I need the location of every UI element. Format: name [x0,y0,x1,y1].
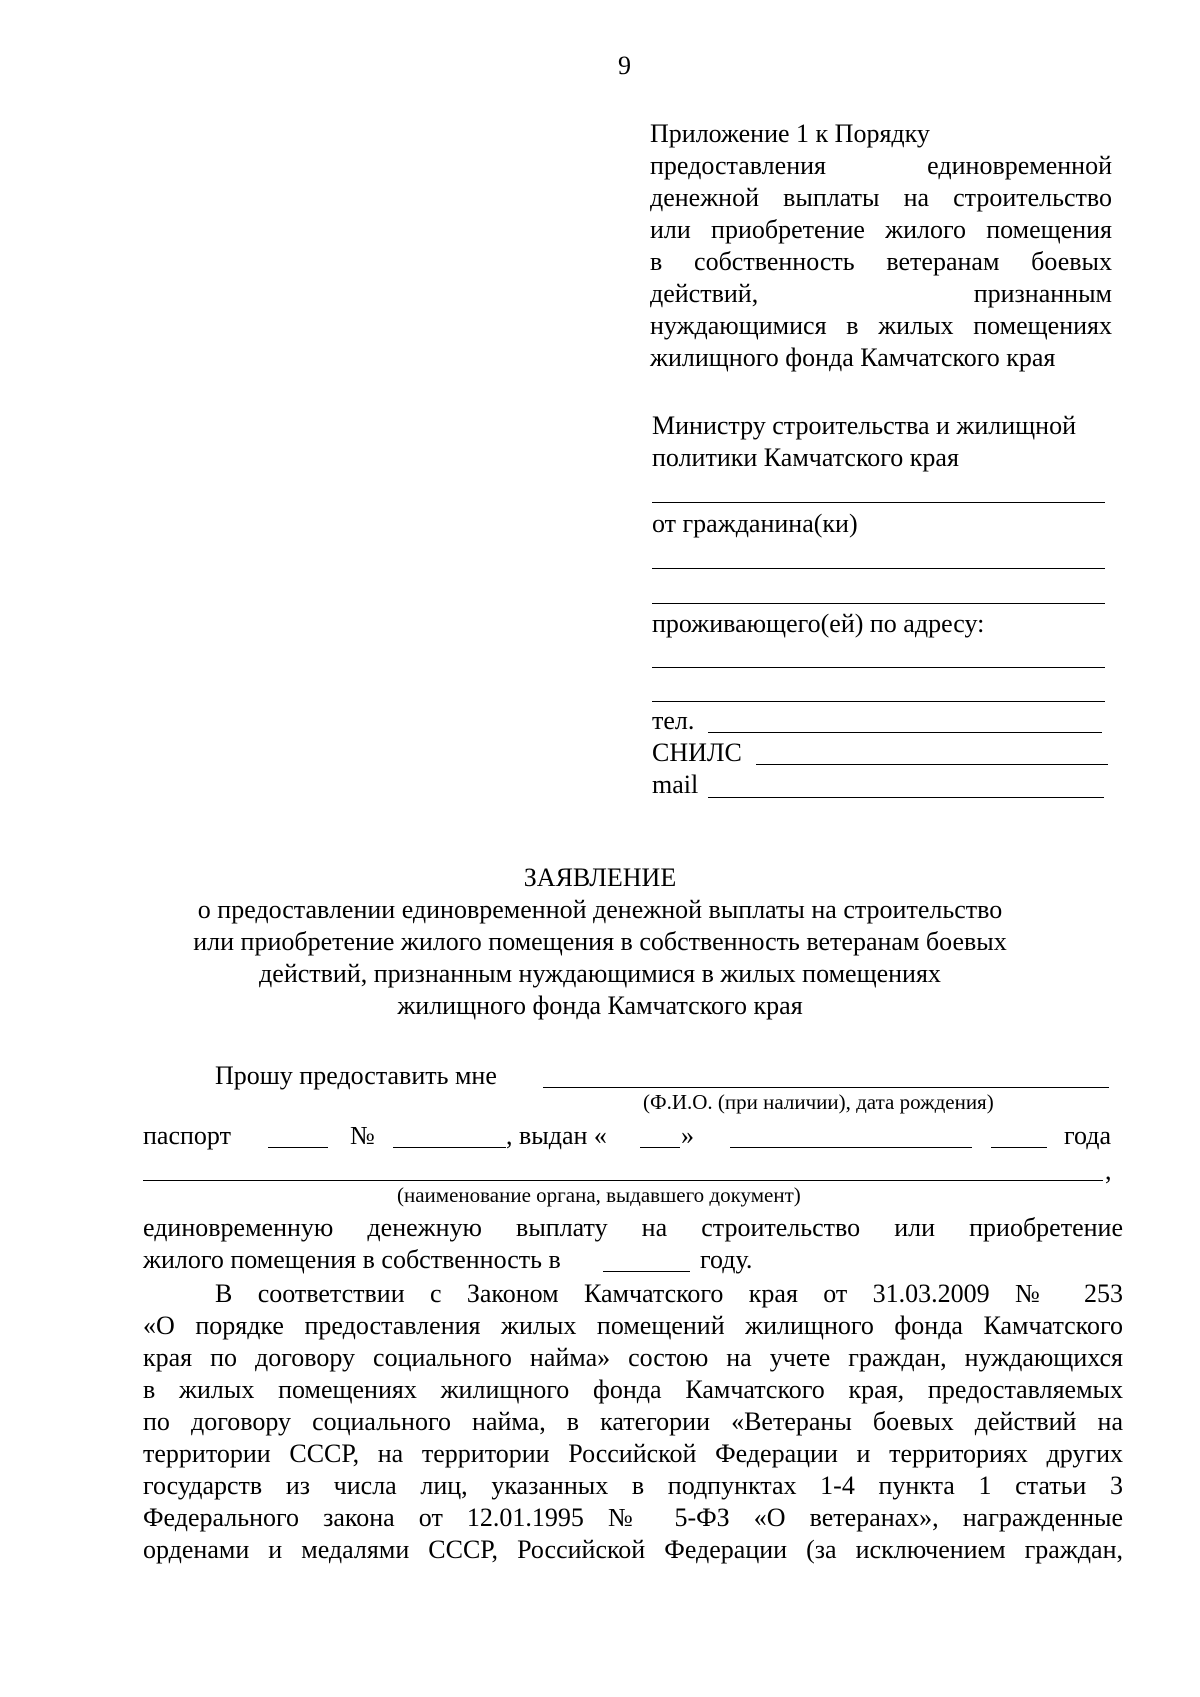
issue-year-line[interactable] [991,1147,1047,1148]
phone-line[interactable] [708,732,1102,733]
address-label: проживающего(ей) по адресу: [652,609,985,638]
issued-label: , выдан « [506,1121,607,1150]
address-line[interactable] [652,667,1105,668]
issuer-caption: (наименование органа, выдавшего документ) [397,1183,801,1207]
addressee-line: Министру строительства и жилищной [652,411,1077,440]
appendix-line: предоставления единовременной [650,151,1112,180]
number-sign: № [350,1121,375,1150]
document-title: ЗАЯВЛЕНИЕ [523,863,677,892]
passport-number-line[interactable] [393,1147,506,1148]
appendix-line: в собственность ветеранам боевых [650,247,1112,276]
phone-label: тел. [652,706,695,735]
snils-line[interactable] [756,764,1108,765]
paragraph-line: государств из числа лиц, указанных в подпунктах 1-4 пункта 1 статьи 3 [143,1471,1123,1500]
payment-year-text: жилого помещения в собственность в [143,1245,561,1274]
appendix-block [650,118,1112,374]
fio-caption: (Ф.И.О. (при наличии), дата рождения) [643,1090,994,1114]
paragraph-line: в жилых помещениях жилищного фонда Камчатского края, предоставляемых [143,1375,1123,1404]
appendix-line: действий, признанным [650,279,1112,308]
citizen-name-line[interactable] [652,603,1105,604]
title-line: жилищного фонда Камчатского края [397,991,803,1020]
fio-line[interactable] [543,1087,1109,1088]
addressee-blank-line[interactable] [652,502,1105,503]
page-number: 9 [618,51,631,80]
paragraph-line: В соответствии с Законом Камчатского края от 31.03.2009 № 253 [215,1279,1123,1308]
request-label: Прошу предоставить мне [215,1061,497,1090]
title-line: или приобретение жилого помещения в собственность ветеранам боевых [193,927,1007,956]
appendix-line: Приложение 1 к Порядку [650,119,930,148]
year-label: года [1064,1121,1112,1150]
from-citizen-label: от гражданина(ки) [652,509,858,538]
issue-month-line[interactable] [730,1147,972,1148]
appendix-line: или приобретение жилого помещения [650,215,1112,244]
appendix-line: нуждающимися в жилых помещениях [650,311,1112,340]
quote-close: » [681,1121,694,1150]
payment-line: единовременную денежную выплату на строительство или приобретение [143,1213,1123,1242]
paragraph-line: территории СССР, на территории Российской Федерации и территориях других [143,1439,1123,1468]
issuer-line[interactable] [143,1180,1103,1181]
snils-label: СНИЛС [652,738,742,767]
issue-day-line[interactable] [640,1147,680,1148]
passport-series-line[interactable] [268,1147,328,1148]
addressee-line: политики Камчатского края [652,443,959,472]
appendix-line: жилищного фонда Камчатского края [650,343,1056,372]
issuer-comma: , [1105,1156,1112,1185]
title-line: действий, признанным нуждающимися в жилых помещениях [259,959,941,988]
mail-label: mail [652,770,699,799]
passport-label: паспорт [143,1121,231,1150]
paragraph-line: «О порядке предоставления жилых помещений жилищного фонда Камчатского [143,1311,1123,1340]
payment-year-line[interactable] [603,1271,690,1272]
payment-year-suffix: году. [700,1245,753,1274]
paragraph-line: по договору социального найма, в категории «Ветераны боевых действий на [143,1407,1123,1436]
appendix-line: денежной выплаты на строительство [650,183,1112,212]
mail-line[interactable] [708,797,1104,798]
paragraph-line: Федерального закона от 12.01.1995 № 5-ФЗ «О ветеранах», награжденные [143,1503,1123,1532]
paragraph-line: края по договору социального найма» состою на учете граждан, нуждающихся [143,1343,1123,1372]
citizen-name-line[interactable] [652,568,1105,569]
title-line: о предоставлении единовременной денежной выплаты на строительство [197,895,1003,924]
paragraph-line: орденами и медалями СССР, Российской Федерации (за исключением граждан, [143,1535,1123,1564]
address-line[interactable] [652,701,1105,702]
